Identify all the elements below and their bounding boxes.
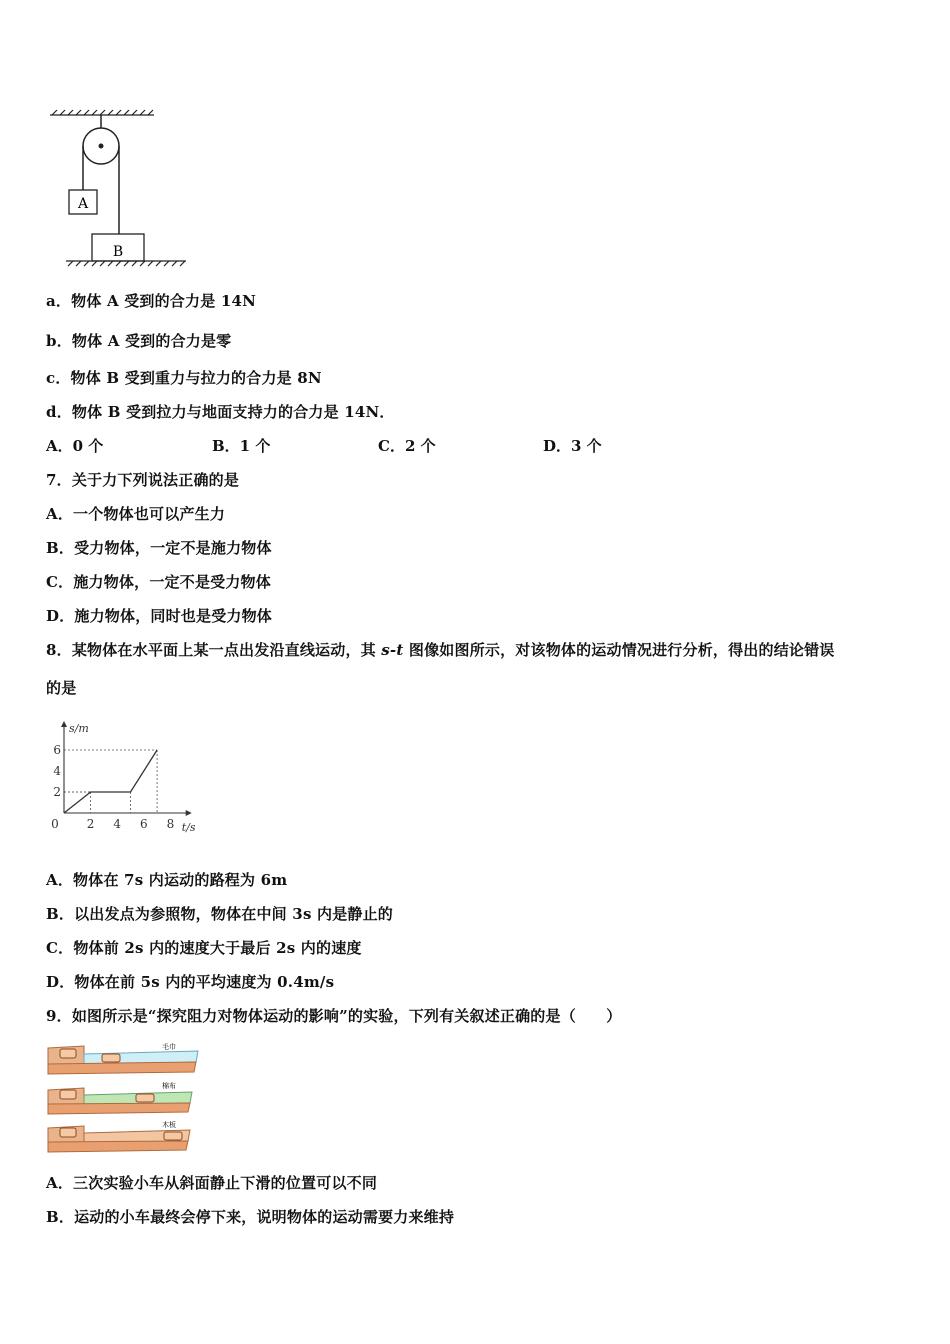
st-chart <box>50 718 215 840</box>
q6-option-d: D．3 个 <box>543 437 602 455</box>
x-tick-label: 8 <box>166 817 175 831</box>
q6-statement-a: a．物体 A 受到的合力是 14N <box>46 292 257 310</box>
q8-stem-pre: 8．某物体在水平面上某一点出发沿直线运动，其 <box>46 641 382 659</box>
x-tick-label: 6 <box>139 817 148 831</box>
x-tick-label: 4 <box>113 817 122 831</box>
q6-option-c: C．2 个 <box>378 437 436 455</box>
q8-stem <box>46 639 835 660</box>
block-b-label: B <box>112 244 124 260</box>
wood-strip <box>48 1120 190 1152</box>
cotton-strip <box>48 1081 192 1114</box>
y-tick-label: 6 <box>53 743 61 757</box>
q6-statement-b: b．物体 A 受到的合力是零 <box>46 332 232 350</box>
friction-experiment-figure <box>44 1040 204 1156</box>
q8-option-a: A．物体在 7s 内运动的路程为 6m <box>46 871 288 889</box>
y-axis-arrow <box>61 721 67 727</box>
q8-stem-post: 图像如图所示，对该物体的运动情况进行分析，得出的结论错误 <box>403 641 835 659</box>
ground-hatch <box>66 261 186 266</box>
q6-statement-c: c．物体 B 受到重力与拉力的合力是 8N <box>46 369 322 387</box>
series-line <box>64 750 157 813</box>
ceiling-hatch <box>50 110 154 115</box>
x-tick-label: 0 <box>51 817 59 831</box>
q7-option-d: D．施力物体，同时也是受力物体 <box>46 607 273 625</box>
x-axis-arrow <box>186 810 192 816</box>
q6-option-b: B．1 个 <box>212 437 271 455</box>
towel-label: 毛巾 <box>162 1043 176 1051</box>
q7-option-a: A．一个物体也可以产生力 <box>46 505 226 523</box>
cotton-label: 棉布 <box>162 1082 176 1090</box>
q6-statement-d: d．物体 B 受到拉力与地面支持力的合力是 14N． <box>46 403 395 421</box>
towel-strip <box>48 1042 198 1074</box>
x-tick-label: 2 <box>86 817 95 831</box>
q6-option-a: A．0 个 <box>46 437 104 455</box>
y-tick-label: 2 <box>53 785 61 799</box>
q9-stem: 9．如图所示是“探究阻力对物体运动的影响”的实验，下列有关叙述正确的是（ ） <box>46 1007 622 1025</box>
q9-option-b: B．运动的小车最终会停下来，说明物体的运动需要力来维持 <box>46 1208 455 1226</box>
pulley-figure <box>44 104 194 269</box>
block-a-label: A <box>77 196 89 212</box>
q8-option-d: D．物体在前 5s 内的平均速度为 0.4m/s <box>46 973 335 991</box>
q7-stem: 7．关于力下列说法正确的是 <box>46 471 240 489</box>
q7-option-c: C．施力物体，一定不是受力物体 <box>46 573 271 591</box>
q7-option-b: B．受力物体，一定不是施力物体 <box>46 539 272 557</box>
q8-stem-line2: 的是 <box>46 679 77 697</box>
x-axis-label: t/s <box>181 821 196 834</box>
y-axis-label: s/m <box>69 722 89 735</box>
q8-option-b: B．以出发点为参照物，物体在中间 3s 内是静止的 <box>46 905 394 923</box>
q9-option-a: A．三次实验小车从斜面静止下滑的位置可以不同 <box>46 1174 378 1192</box>
y-tick-label: 4 <box>53 764 61 778</box>
q8-stem-var: s-t <box>381 641 404 659</box>
q8-option-c: C．物体前 2s 内的速度大于最后 2s 内的速度 <box>46 939 362 957</box>
wood-label: 木板 <box>162 1121 176 1129</box>
